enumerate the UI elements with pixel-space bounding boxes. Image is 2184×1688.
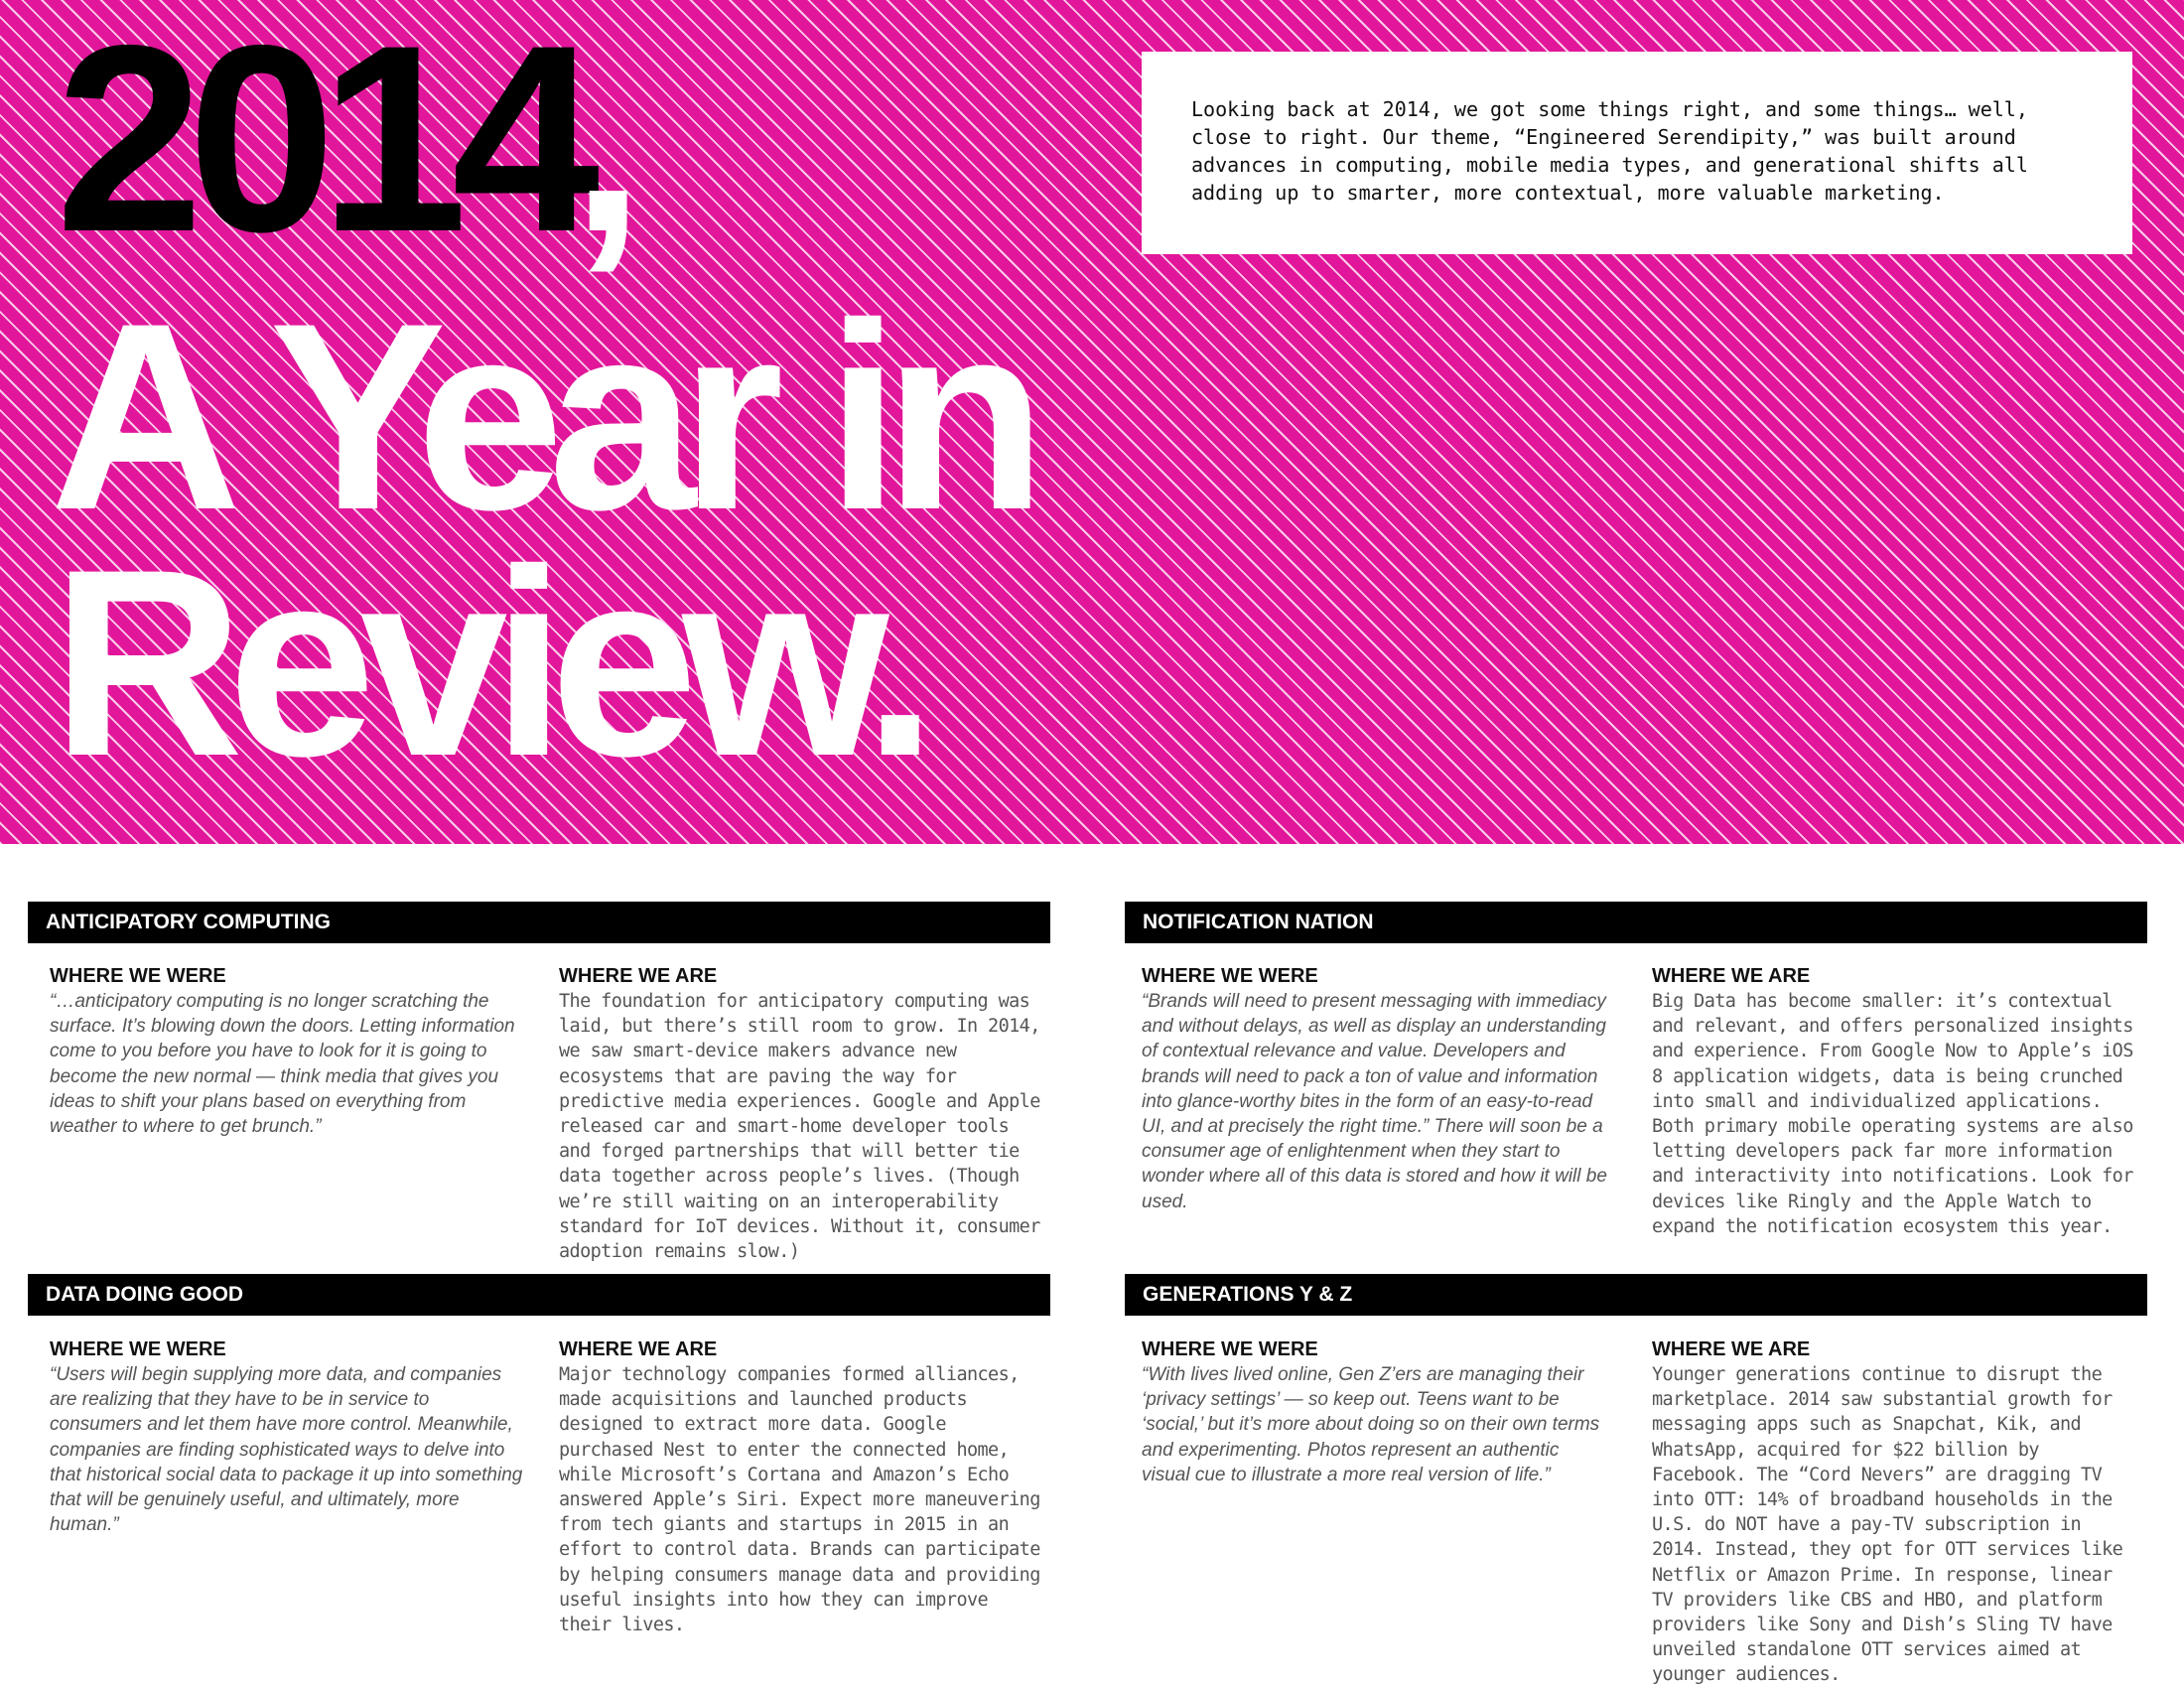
where-we-are-label: WHERE WE ARE (559, 965, 718, 987)
where-we-were-label: WHERE WE WERE (50, 1338, 226, 1360)
title-line-3: Review. (52, 513, 922, 811)
where-we-are-label: WHERE WE ARE (1652, 1338, 1811, 1360)
data-good-where-we-are (559, 1336, 1043, 1637)
intro-box (1142, 52, 2132, 254)
section-header-data-doing-good: DATA DOING GOOD (28, 1274, 1050, 1316)
anticipatory-are-text: The foundation for anticipatory computing was laid, but there’s still room to grow. In 2014, we saw smart-device makers advance new ecosystems that are paving the way for predictive media experiences. Google and Apple released car and smart-home developer tools and forged partnerships that will better tie data together across people’s lives. (Though we’re still waiting on an interoperability standard for IoT devices. Without it, consumer adoption remains slow.) (559, 991, 1040, 1263)
anticipatory-where-we-were (50, 963, 526, 1139)
data-good-were-text: “Users will begin supplying more data, and companies are realizing that they have to be in service to consumers and let them have more control. Meanwhile, companies are finding sophisticated ways to delve into that historical social data to package it up into something that will be genuinely useful, and ultimately, more human.” (50, 1364, 523, 1536)
title-line-2: A Year in (50, 267, 1031, 565)
where-we-are-label: WHERE WE ARE (1652, 965, 1811, 987)
where-we-were-label: WHERE WE WERE (1142, 1338, 1318, 1360)
notification-where-we-were (1142, 963, 1608, 1214)
generations-were-text: “With lives lived online, Gen Z’ers are managing their ‘privacy settings’ — so keep out. Teens want to be ‘social,’ but it’s more about doing so on their own terms and experimenting. Photos represent an authentic visual cue to illustrate a more real version of life.” (1142, 1364, 1600, 1485)
section-header-notification-nation: NOTIFICATION NATION (1125, 902, 2147, 943)
notification-were-text: “Brands will need to present messaging with immediacy and without delays, as well as display an understanding of contextual relevance and value. Developers and brands will need to pack a ton of value and information into glance-worthy bites in the form of an easy-to-read UI, and at precisely the right time.” There will soon be a consumer age of enlightenment when they start to wonder where all of this data is stored and how it will be used. (1142, 991, 1607, 1212)
notification-are-text: Big Data has become smaller: it’s contextual and relevant, and offers personalized insights and experience. From Google Now to Apple’s iOS 8 application widgets, data is being crunched into small and individualized applications. Both primary mobile operating systems are also letting developers pack far more information and interactivity into notifications. Look for devices like Ringly and the Apple Watch to expand the notification ecosystem this year. (1652, 991, 2133, 1237)
generations-are-text: Younger generations continue to disrupt the marketplace. 2014 saw substantial growth for messaging apps such as Snapchat, Kik, and WhatsApp, acquired for $22 billion by Facebook. The “Cord Nevers” are dragging TV into OTT: 14% of broadband households in the U.S. do NOT have a pay-TV subscription in 2014. Instead, they opt for OTT services like Netflix or Amazon Prime. In response, linear TV providers like CBS and HBO, and platform providers like Sony and Dish’s Sling TV have unveiled standalone OTT services aimed at younger audiences. (1652, 1364, 2123, 1686)
anticipatory-where-we-are (559, 963, 1043, 1264)
data-good-are-text: Major technology companies formed alliances, made acquisitions and launched products designed to extract more data. Google purchased Nest to enter the connected home, while Microsoft’s Cortana and Amazon’s Echo answered Apple’s Siri. Expect more maneuvering from tech giants and startups in 2015 in an effort to control data. Brands can participate by helping consumers manage data and providing useful insights into how they can improve their lives. (559, 1364, 1040, 1636)
generations-where-we-were (1142, 1336, 1608, 1487)
title-year: 2014 (56, 0, 585, 287)
anticipatory-were-text: “…anticipatory computing is no longer scratching the surface. It’s blowing down the doors. Letting information come to you before you have to look for it is going to become the new normal — think media that gives you ideas to shift your plans based on everything from weather to where to get brunch.” (50, 991, 515, 1138)
generations-where-we-are (1652, 1336, 2136, 1688)
where-we-are-label: WHERE WE ARE (559, 1338, 718, 1360)
where-we-were-label: WHERE WE WERE (50, 965, 226, 987)
intro-text: Looking back at 2014, we got some things right, and some things… well, close to right. Our theme, “Engineered Serendipity,” was built around advances in computing, mobile media types, and generational shifts all adding up to smarter, more contextual, more valuable marketing. (1191, 97, 2028, 205)
section-header-anticipatory-computing: ANTICIPATORY COMPUTING (28, 902, 1050, 943)
where-we-were-label: WHERE WE WERE (1142, 965, 1318, 987)
section-header-generations-y-z: GENERATIONS Y & Z (1125, 1274, 2147, 1316)
data-good-where-we-were (50, 1336, 526, 1537)
notification-where-we-are (1652, 963, 2136, 1239)
title-comma: , (571, 0, 629, 287)
